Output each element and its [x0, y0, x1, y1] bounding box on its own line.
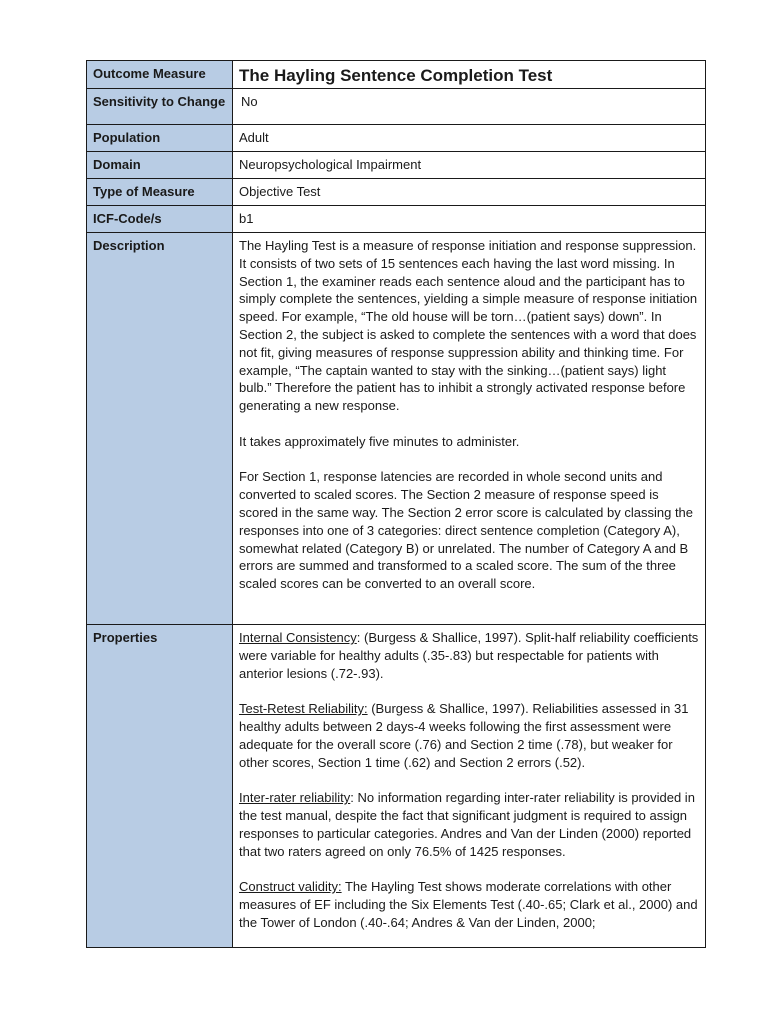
row-type-of-measure [87, 179, 706, 206]
test-title: The Hayling Sentence Completion Test [239, 66, 553, 85]
property-text: : (Burgess & Shallice, 1997). Split-half reliability coefficients were variable for healthy adults (.35-.83) but respectable for patients with anterior lesions (.72-.93). [239, 630, 699, 681]
row-outcome-measure [87, 61, 706, 89]
description-cell [233, 233, 706, 625]
outcome-measure-table [86, 60, 706, 948]
property-heading: Test-Retest Reliability: [239, 701, 368, 717]
label-description: Description [87, 233, 233, 625]
row-domain [87, 152, 706, 179]
property-heading: Internal Consistency [239, 630, 357, 645]
label-population: Population [87, 125, 233, 152]
properties-cell [233, 625, 706, 948]
value-sensitivity: No [241, 94, 258, 109]
row-properties [87, 625, 706, 948]
property-inter-rater [239, 789, 699, 860]
description-paragraph: For Section 1, response latencies are recorded in whole second units and converted to scaled scores. The Section 2 measure of response speed is scored in the same way. The Section 2 error score is calculated by classing the responses into one of 3 categories: direct sentence completion (Category A), somewhat related (Category B) or unrelated. The number of Category A and B errors are summed and transformed to a scaled score. The sum of the three scaled scores can be converted to an overall score. [239, 469, 694, 592]
description-paragraph: It takes approximately five minutes to administer. [239, 433, 520, 449]
row-population [87, 125, 706, 152]
label-properties: Properties [87, 625, 233, 948]
label-outcome-measure: Outcome Measure [87, 61, 233, 89]
property-construct-validity [239, 878, 699, 931]
value-population: Adult [233, 125, 706, 152]
property-heading: Construct validity: [239, 879, 342, 895]
label-type-of-measure: Type of Measure [87, 179, 233, 206]
value-icf-code: b1 [233, 206, 706, 233]
value-type-of-measure: Objective Test [233, 179, 706, 206]
label-icf-code: ICF-Code/s [87, 206, 233, 233]
property-internal-consistency [239, 629, 699, 682]
value-domain: Neuropsychological Impairment [233, 152, 706, 179]
row-description [87, 233, 706, 625]
label-sensitivity: Sensitivity to Change [87, 89, 233, 125]
label-domain: Domain [87, 152, 233, 179]
property-text: : No information regarding inter-rater reliability is provided in the test manual, despite the fact that significant judgment is required to assign responses to particular categories. Andres and Van der Linden (2000) reported that two raters agreed on only 76.5% of 1425 responses. [239, 790, 695, 859]
property-heading: Inter-rater reliability [239, 790, 351, 806]
row-icf-code [87, 206, 706, 233]
property-text: (Burgess & Shallice, 1997). Reliabilities assessed in 31 healthy adults between 2 days-4 weeks following the first assessment were adequate for the overall score (.76) and Section 2 time (.78), but weaker for other scores, Section 1 time (.62) and Section 2 errors (.52). [239, 701, 689, 770]
property-test-retest [239, 700, 699, 771]
value-sensitivity-cell [233, 89, 706, 125]
row-sensitivity [87, 89, 706, 125]
description-paragraph: The Hayling Test is a measure of response initiation and response suppression. It consists of two sets of 15 sentences each having the last word missing. In Section 1, the examiner reads each sentence aloud and the participant has to simply complete the sentences, yielding a simple measure of response initiation speed. For example, “The old house will be torn…(patient says) down”. In Section 2, the subject is asked to complete the sentences with a word that does not fit, giving measures of response suppression ability and thinking time. For example, “The captain wanted to stay with the sinking…(patient says) light bulb.” Therefore the patient has to inhibit a strongly activated response before generating a new response. [239, 238, 698, 414]
test-title-cell [233, 61, 706, 89]
property-text: The Hayling Test shows moderate correlations with other measures of EF including the Six Elements Test (.40-.65; Clark et al., 2000) and the Tower of London (.40-.64; Andres & Van der Linden, 2000; [239, 879, 698, 930]
